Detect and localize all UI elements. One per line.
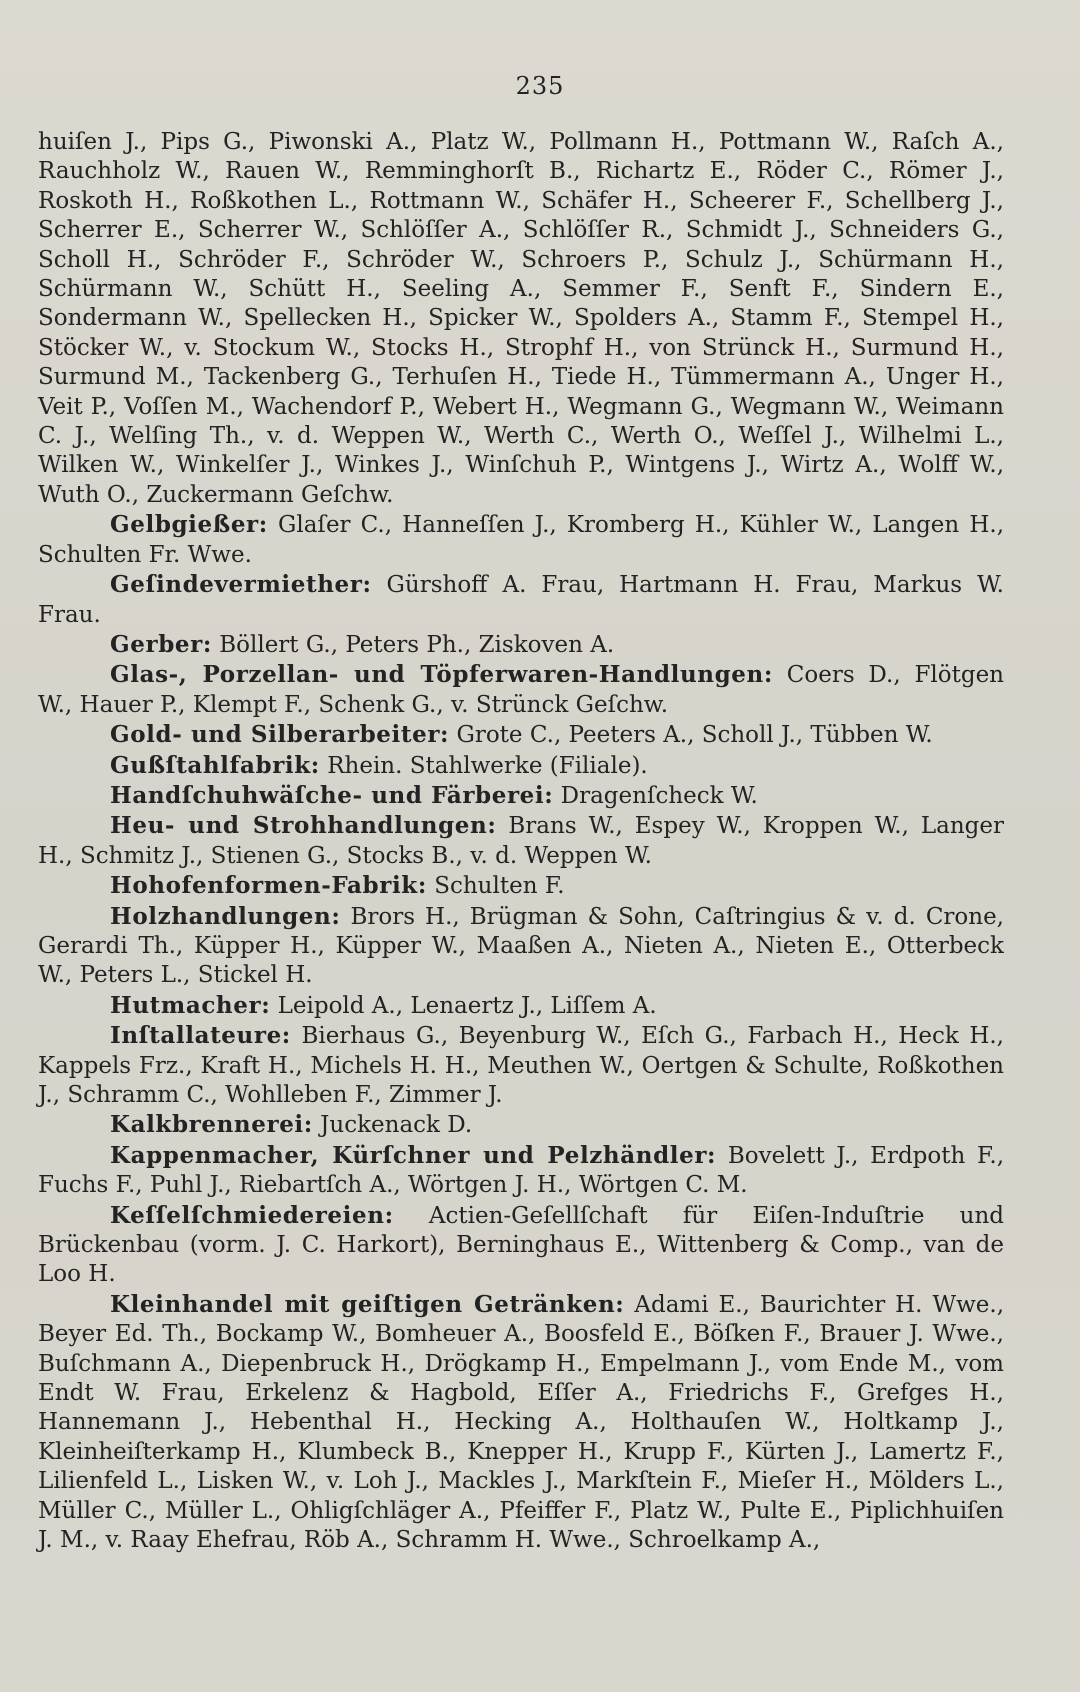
entry-heading: Glas-, Porzellan- und Töpferwaren-Handlungen: bbox=[110, 661, 773, 689]
entry-heading: Gold- und Silberarbeiter: bbox=[110, 721, 450, 749]
entry-text: Leipold A., Lenaertz J., Liſſem A. bbox=[277, 992, 657, 1019]
entry-heading: Gußſtahlfabrik: bbox=[110, 751, 320, 779]
entry-gussstahlfabrik bbox=[38, 751, 1004, 781]
entry-kesselschmiedereien bbox=[38, 1201, 1004, 1290]
entry-heading: Keſſelſchmiedereien: bbox=[110, 1201, 394, 1229]
entry-heading: Holzhandlungen: bbox=[110, 902, 341, 930]
entry-heading: Handſchuhwäſche- und Färberei: bbox=[110, 781, 554, 809]
continuation-paragraph: huiſen J., Pips G., Piwonski A., Platz W., Pollmann H., Pottmann W., Raſch A., Rauchholz W., Rauen W., Remminghorſt B., Richartz E., Röder C., Römer J., Roskoth H., Roßkothen L., Rottmann W., Schäfer H., Scheerer F., Schellberg J., Scherrer E., Scherrer W., Schlöſſer A., Schlöſſer R., Schmidt J., Schneiders G., Scholl H., Schröder F., Schröder W., Schroers P., Schulz J., Schürmann H., Schürmann W., Schütt H., Seeling A., Semmer F., Senft F., Sindern E., Sondermann W., Spellecken H., Spicker W., Spolders A., Stamm F., Stempel H., Stöcker W., v. Stockum W., Stocks H., Strophf H., von Strünck H., Surmund H., Surmund M., Tackenberg G., Terhuſen H., Tiede H., Tümmermann A., Unger H., Veit P., Voſſen M., Wachendorf P., Webert H., Wegmann G., Wegmann W., Weimann C. J., Welſing Th., v. d. Weppen W., Werth C., Werth O., Weſſel J., Wilhelmi L., Wilken W., Winkelſer J., Winkes J., Winſchuh P., Wintgens J., Wirtz A., Wolff W., Wuth O., Zuckermann Geſchw. bbox=[38, 129, 1004, 508]
entry-heu-stroh bbox=[38, 811, 1004, 871]
entry-heading: Geſindevermiether: bbox=[110, 571, 372, 599]
entry-text: Coers D., Flötgen W., Hauer P., Klempt F., Schenk G., v. Strünck Geſchw. bbox=[38, 662, 1004, 718]
entry-heading: Kalkbrennerei: bbox=[110, 1111, 313, 1139]
entry-text: Bierhaus G., Beyenburg W., Eſch G., Farbach H., Heck H., Kappels Frz., Kraft H., Michels H. H., Meuthen W., Oertgen & Schulte, Roßkothen J., Schramm C., Wohlleben F., Zimmer J. bbox=[38, 1023, 1004, 1108]
entry-text: Grote C., Peeters A., Scholl J., Tübben W. bbox=[456, 722, 933, 749]
entry-text: Actien-Geſellſchaft für Eiſen-Induſtrie und Brückenbau (vorm. J. C. Harkort), Berninghaus E., Wittenberg & Comp., van de Loo H. bbox=[38, 1202, 1005, 1288]
entry-heading: Hutmacher: bbox=[110, 991, 271, 1019]
entry-gelbgiesser bbox=[38, 510, 1004, 570]
entry-heading: Gerber: bbox=[110, 630, 212, 658]
entry-text: Dragenſcheck W. bbox=[560, 782, 758, 809]
entry-kappenmacher bbox=[38, 1141, 1004, 1201]
entry-text: Rhein. Stahlwerke (Filiale). bbox=[327, 752, 648, 779]
entry-glas-porzellan bbox=[38, 660, 1004, 720]
entry-kalkbrennerei bbox=[38, 1110, 1004, 1140]
entry-heading: Kappenmacher, Kürſchner und Pelzhändler: bbox=[110, 1141, 717, 1169]
entry-gesindevermiether bbox=[38, 570, 1004, 630]
entry-heading: Heu- und Strohhandlungen: bbox=[110, 812, 497, 840]
directory-text bbox=[38, 128, 1004, 1556]
entry-text: Brans W., Espey W., Kroppen W., Langer H., Schmitz J., Stienen G., Stocks B., v. d. Weppen W. bbox=[38, 813, 1005, 869]
entry-holzhandlungen bbox=[38, 902, 1004, 991]
entry-text: Adami E., Baurichter H. Wwe., Beyer Ed. Th., Bockamp W., Bomheuer A., Boosfeld E., Böſken F., Brauer J. Wwe., Buſchmann A., Diepenbruck H., Drögkamp H., Empelmann J., vom Ende M., vom Endt W. Frau, Erkelenz & Hagbold, Eſſer A., Friedrichs F., Grefges H., Hannemann J., Hebenthal H., Hecking A., Holthauſen W., Holtkamp J., Kleinheiſterkamp H., Klumbeck B., Knepper H., Krupp F., Kürten J., Lamertz F., Lilienfeld L., Lisken W., v. Loh J., Mackles J., Markſtein F., Mieſer H., Mölders L., Müller C., Müller L., Ohligſchläger A., Pfeiffer F., Platz W., Pulte E., Piplichhuiſen J. M., v. Raay Ehefrau, Röb A., Schramm H. Wwe., Schroelkamp A., bbox=[38, 1291, 1004, 1554]
entry-text: Böllert G., Peters Ph., Ziskoven A. bbox=[219, 631, 615, 658]
entry-text: Brors H., Brügman & Sohn, Caſtringius & v. d. Crone, Gerardi Th., Küpper H., Küpper W., Maaßen A., Nieten A., Nieten E., Otterbeck W., Peters L., Stickel H. bbox=[38, 903, 1004, 989]
entry-gold-silber bbox=[38, 720, 1004, 750]
entry-heading: Gelbgießer: bbox=[110, 511, 268, 539]
entry-text: Glaſer C., Hanneſſen J., Kromberg H., Kühler W., Langen H., Schulten Fr. Wwe. bbox=[38, 512, 1005, 568]
entry-hutmacher bbox=[38, 991, 1004, 1021]
entry-kleinhandel bbox=[38, 1290, 1004, 1556]
entry-heading: Kleinhandel mit geiſtigen Getränken: bbox=[110, 1290, 625, 1318]
entry-heading: Inſtallateure: bbox=[110, 1022, 291, 1050]
entry-text: Juckenack D. bbox=[320, 1112, 473, 1139]
entry-text: Gürshoff A. Frau, Hartmann H. Frau, Markus W. Frau. bbox=[38, 572, 1004, 628]
entry-hohofenformen bbox=[38, 871, 1004, 901]
page-number: 235 bbox=[515, 72, 565, 100]
entry-text: Bovelett J., Erdpoth F., Fuchs F., Puhl J., Riebartſch A., Wörtgen J. H., Wörtgen C. M. bbox=[38, 1142, 1005, 1199]
entry-gerber bbox=[38, 630, 1004, 660]
entry-installateure bbox=[38, 1021, 1004, 1110]
entry-text: Schulten F. bbox=[434, 873, 565, 900]
entry-heading: Hohofenformen-Fabrik: bbox=[110, 872, 427, 900]
entry-handschuhwaesche bbox=[38, 781, 1004, 811]
